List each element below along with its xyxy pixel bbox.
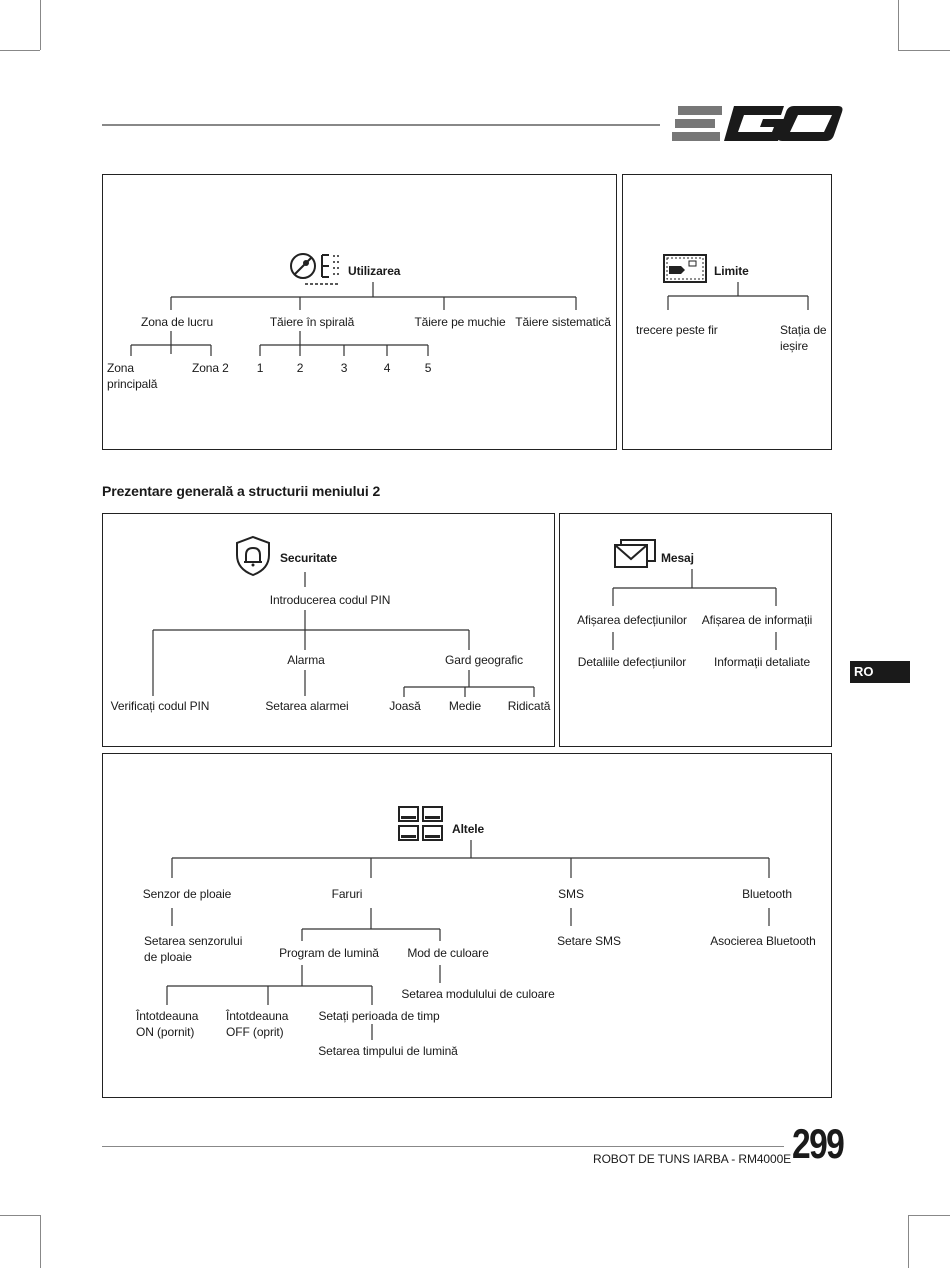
setare-sms-item: Setare SMS bbox=[557, 934, 621, 948]
statia-item: Stația de ieșire bbox=[780, 323, 827, 353]
trecere-item: trecere peste fir bbox=[636, 323, 718, 337]
sms-item: SMS bbox=[558, 887, 584, 901]
zona-de-lucru-item: Zona de lucru bbox=[140, 315, 214, 329]
altele-panel bbox=[102, 753, 832, 1098]
zona-2-item: Zona 2 bbox=[192, 361, 229, 375]
senzor-item: Senzor de ploaie bbox=[142, 887, 232, 901]
program-item: Program de lumină bbox=[279, 946, 379, 960]
ridicata-item: Ridicată bbox=[507, 699, 551, 713]
perioada-item: Setați perioada de timp bbox=[318, 1009, 440, 1023]
spiral-level-1: 1 bbox=[256, 361, 264, 375]
footer-product: ROBOT DE TUNS IARBA - RM4000E bbox=[593, 1152, 792, 1166]
spiral-level-4: 4 bbox=[383, 361, 391, 375]
asocierea-item: Asocierea Bluetooth bbox=[710, 934, 816, 948]
afis-info-item: Afișarea de informații bbox=[701, 613, 813, 627]
verificati-item: Verificați codul PIN bbox=[110, 699, 210, 713]
detalii-item: Detaliile defecțiunilor bbox=[577, 655, 687, 669]
limite-title: Limite bbox=[714, 264, 749, 278]
gard-item: Gard geografic bbox=[445, 653, 523, 667]
mesaj-title: Mesaj bbox=[661, 551, 694, 565]
faruri-item: Faruri bbox=[331, 887, 363, 901]
info-detaliate-item: Informații detaliate bbox=[713, 655, 811, 669]
alarma-item: Alarma bbox=[287, 653, 325, 667]
medie-item: Medie bbox=[448, 699, 482, 713]
spiral-level-5: 5 bbox=[424, 361, 432, 375]
mesaj-panel bbox=[559, 513, 832, 747]
setarea-senzor-item: Setarea senzorului de ploaie bbox=[144, 934, 243, 964]
pin-item: Introducerea codul PIN bbox=[269, 593, 391, 607]
shield-lock-icon bbox=[234, 535, 272, 577]
setarea-mod-item: Setarea modulului de culoare bbox=[401, 987, 555, 1001]
utilizarea-title: Utilizarea bbox=[348, 264, 401, 278]
taiere-spirala-item: Tăiere în spirală bbox=[269, 315, 355, 329]
afis-defect-item: Afișarea defecțiunilor bbox=[577, 613, 687, 627]
securitate-title: Securitate bbox=[280, 551, 338, 565]
footer-rule bbox=[102, 1146, 784, 1147]
setarea-alarmei-item: Setarea alarmei bbox=[265, 699, 349, 713]
envelope-icon bbox=[613, 539, 657, 569]
always-on-item: Întotdeauna ON (pornit) bbox=[136, 1009, 199, 1039]
timp-lumina-item: Setarea timpului de lumină bbox=[318, 1044, 458, 1058]
taiere-muchie-item: Tăiere pe muchie bbox=[414, 315, 506, 329]
spiral-level-3: 3 bbox=[340, 361, 348, 375]
always-off-item: Întotdeauna OFF (oprit) bbox=[226, 1009, 289, 1039]
zona-principala-item: Zona principală bbox=[107, 361, 158, 391]
mod-culoare-item: Mod de culoare bbox=[407, 946, 489, 960]
altele-title: Altele bbox=[452, 822, 485, 836]
page-number: 299 bbox=[792, 1120, 844, 1167]
boundary-wire-icon bbox=[663, 254, 707, 284]
section-heading: Prezentare generală a structurii meniului 2 bbox=[102, 483, 381, 499]
mower-area-icon bbox=[289, 252, 345, 286]
spiral-level-2: 2 bbox=[296, 361, 304, 375]
taiere-sistematica-item: Tăiere sistematică bbox=[515, 315, 611, 329]
grid-icon bbox=[398, 806, 444, 842]
language-tab: RO bbox=[850, 661, 910, 683]
joasa-item: Joasă bbox=[389, 699, 421, 713]
bluetooth-item: Bluetooth bbox=[742, 887, 792, 901]
